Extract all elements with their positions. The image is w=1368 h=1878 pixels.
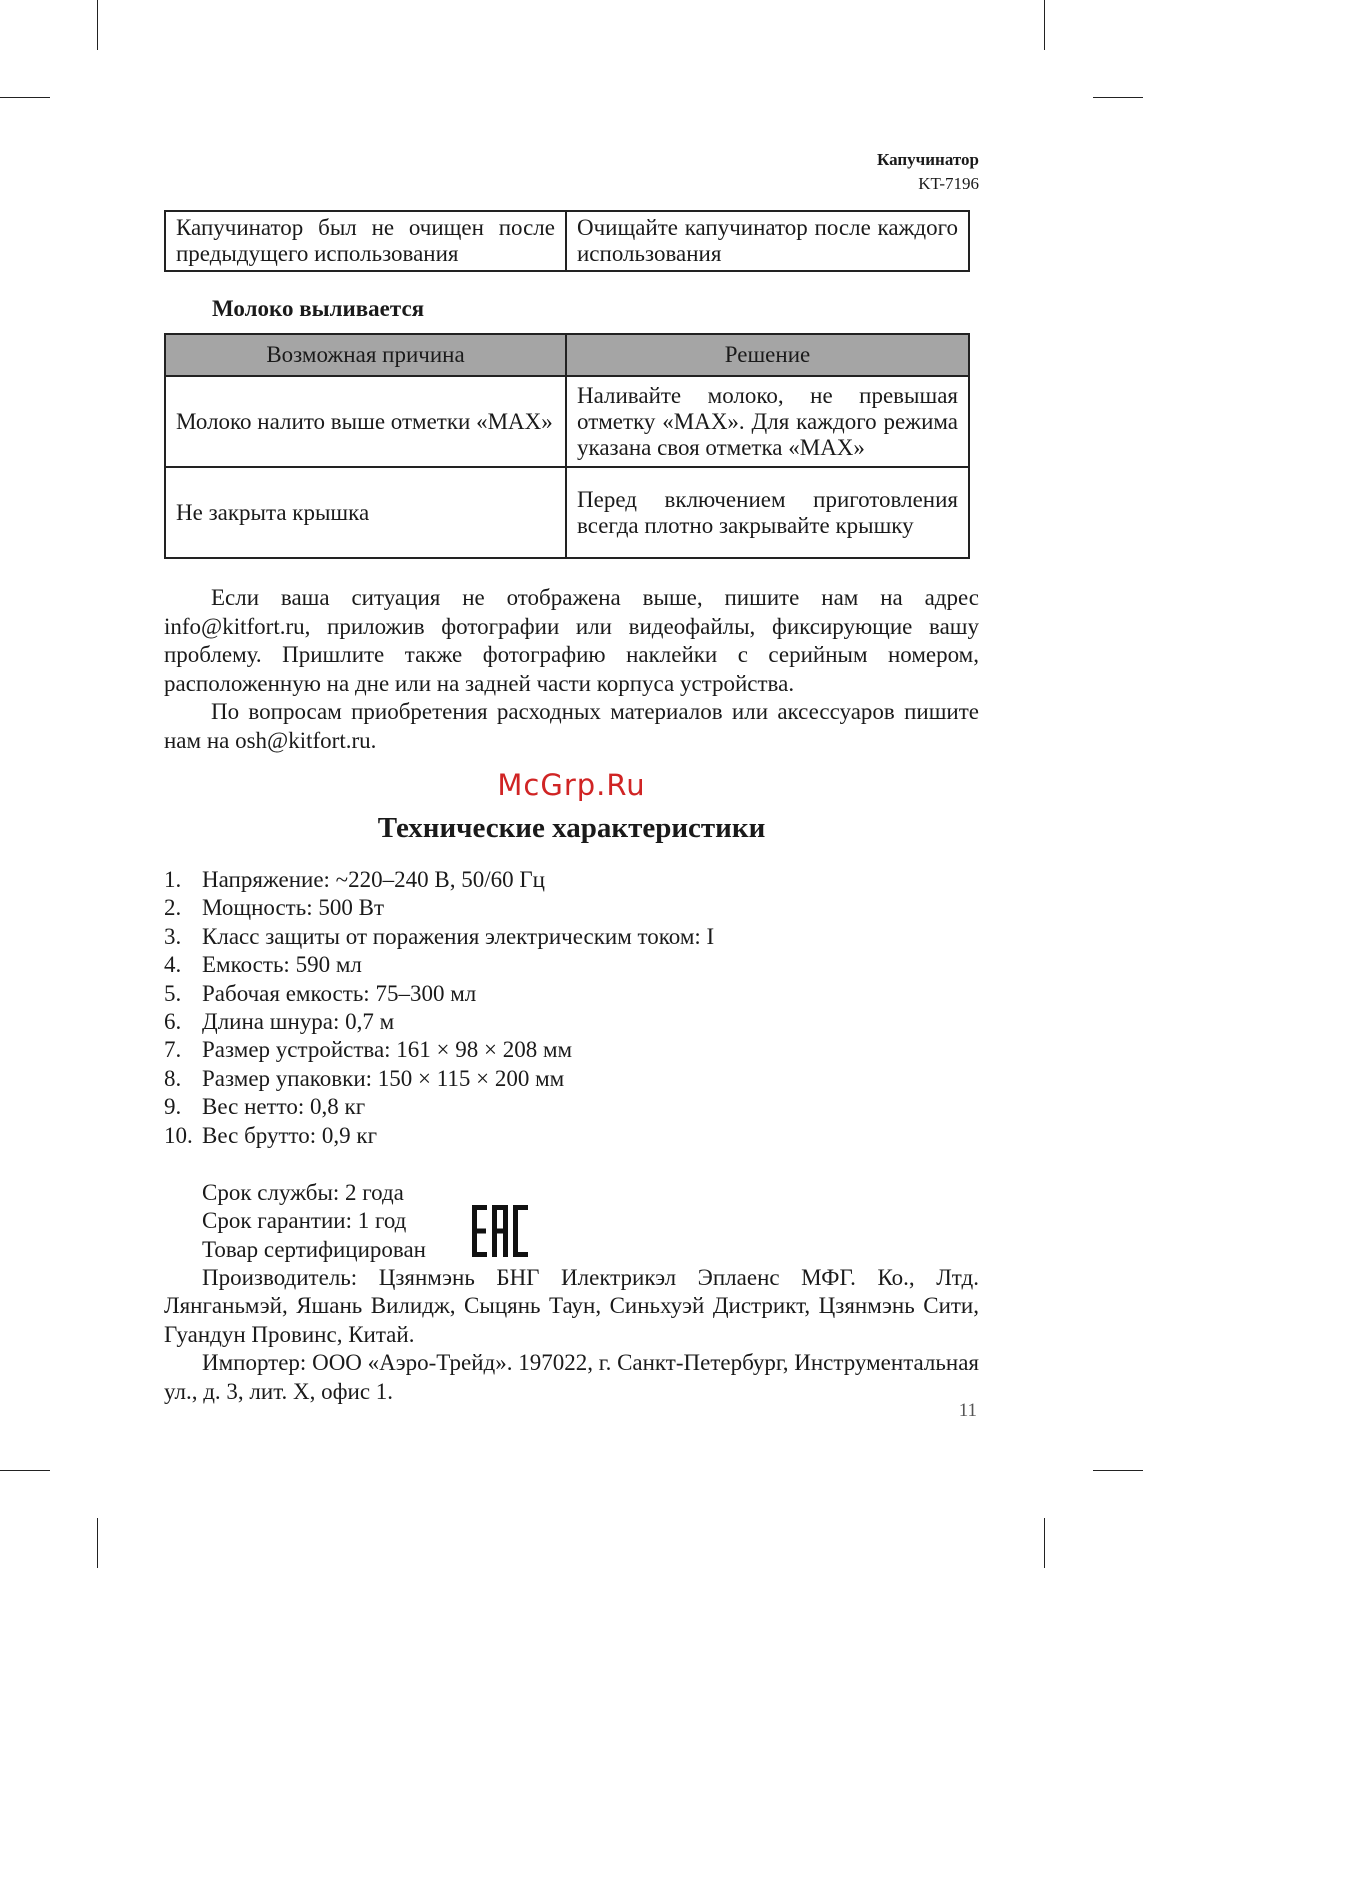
service-info xyxy=(202,1179,426,1264)
list-text: Напряжение: ~220–240 В, 50/60 Гц xyxy=(202,867,545,892)
header-title: Капучинатор xyxy=(877,150,979,169)
manufacturer-text: Производитель: Цзянмэнь БНГ Илектрикэл Эплаенс МФГ. Ко., Лтд. Лянганьмэй, Яшань Вилидж, Сыцянь Таун, Синьхуэй Дистрикт, Цзянмэнь Сити, Гуандун Провинс, Китай. xyxy=(164,1265,979,1347)
troubleshoot-table-top xyxy=(164,210,970,272)
crop-mark xyxy=(97,0,98,50)
list-number: 2. xyxy=(164,895,182,921)
list-item xyxy=(164,1122,979,1150)
contact-text xyxy=(164,584,979,755)
troubleshoot-table-milk xyxy=(164,333,970,559)
crop-mark xyxy=(0,1470,50,1471)
table-row xyxy=(165,467,969,558)
crop-mark xyxy=(0,97,50,98)
watermark: McGrp.Ru xyxy=(497,768,646,802)
table-row xyxy=(165,211,969,271)
list-text: Вес брутто: 0,9 кг xyxy=(202,1122,378,1148)
list-number: 7. xyxy=(164,1037,182,1063)
list-text: Размер упаковки: 150 × 115 × 200 мм xyxy=(202,1065,565,1091)
cause-cell: Не закрыта крышка xyxy=(165,467,566,558)
column-header-cause: Возможная причина xyxy=(165,334,566,376)
list-item xyxy=(164,1008,979,1036)
page-number: 11 xyxy=(958,1400,977,1421)
list-text: Вес нетто: 0,8 кг xyxy=(202,1094,366,1120)
paragraph: Если ваша ситуация не отображена выше, пишите нам на адрес info@kitfort.ru, приложив фотографии или видеофайлы, фиксирующие вашу проблему. Пришлите также фотографию наклейки с серийным номером, расположенную на дне или на задней части корпуса устройства. xyxy=(164,585,979,696)
running-header xyxy=(877,148,979,196)
list-item xyxy=(164,894,979,922)
solution-cell: Очищайте капучинатор после каждого использования xyxy=(566,211,969,271)
specs-list xyxy=(164,866,979,1150)
list-item xyxy=(164,923,979,951)
solution-cell: Наливайте молоко, не превышая отметку «MAX». Для каждого режима указана своя отметка «MAX» xyxy=(566,376,969,467)
column-header-solution: Решение xyxy=(566,334,969,376)
list-number: 1. xyxy=(164,867,182,892)
list-item xyxy=(164,1093,979,1121)
list-number: 3. xyxy=(164,923,182,949)
crop-mark xyxy=(1044,1518,1045,1568)
paragraph: По вопросам приобретения расходных материалов или аксессуаров пишите нам на osh@kitfort.ru. xyxy=(164,699,979,753)
list-item xyxy=(164,1065,979,1093)
table-header-row xyxy=(165,334,969,376)
list-number: 8. xyxy=(164,1065,182,1091)
list-item xyxy=(164,866,979,894)
eac-mark-icon xyxy=(472,1205,528,1257)
warranty-period: Срок гарантии: 1 год xyxy=(202,1208,407,1234)
list-number: 9. xyxy=(164,1094,182,1120)
crop-mark xyxy=(97,1518,98,1568)
crop-mark xyxy=(1044,0,1045,50)
manufacturer-info xyxy=(164,1264,979,1406)
list-item xyxy=(164,1036,979,1064)
crop-mark xyxy=(1093,1470,1143,1471)
list-text: Класс защиты от поражения электрическим током: I xyxy=(202,923,715,949)
cause-cell: Капучинатор был не очищен после предыдущего использования xyxy=(165,211,566,271)
solution-cell: Перед включением приготовления всегда плотно закрывайте крышку xyxy=(566,467,969,558)
header-model: KT-7196 xyxy=(918,174,979,193)
list-item xyxy=(164,951,979,979)
section-heading-milk: Молоко выливается xyxy=(212,296,425,321)
service-life: Срок службы: 2 года xyxy=(202,1180,404,1205)
cause-cell: Молоко налито выше отметки «MAX» xyxy=(165,376,566,467)
list-text: Емкость: 590 мл xyxy=(202,952,362,978)
specs-title: Технические характеристики xyxy=(377,812,766,844)
list-number: 5. xyxy=(164,980,182,1006)
list-text: Рабочая емкость: 75–300 мл xyxy=(202,980,477,1006)
list-text: Длина шнура: 0,7 м xyxy=(202,1009,395,1035)
list-item xyxy=(164,980,979,1008)
list-number: 6. xyxy=(164,1009,182,1035)
crop-mark xyxy=(1093,97,1143,98)
list-number: 10. xyxy=(164,1122,193,1148)
list-text: Мощность: 500 Вт xyxy=(202,895,385,921)
importer-text: Импортер: ООО «Аэро-Трейд». 197022, г. Санкт-Петербург, Инструментальная ул., д. 3, лит. Х, офис 1. xyxy=(164,1350,979,1404)
table-row xyxy=(165,376,969,467)
certification-note: Товар сертифицирован xyxy=(202,1236,426,1262)
list-text: Размер устройства: 161 × 98 × 208 мм xyxy=(202,1037,573,1063)
list-number: 4. xyxy=(164,952,182,978)
